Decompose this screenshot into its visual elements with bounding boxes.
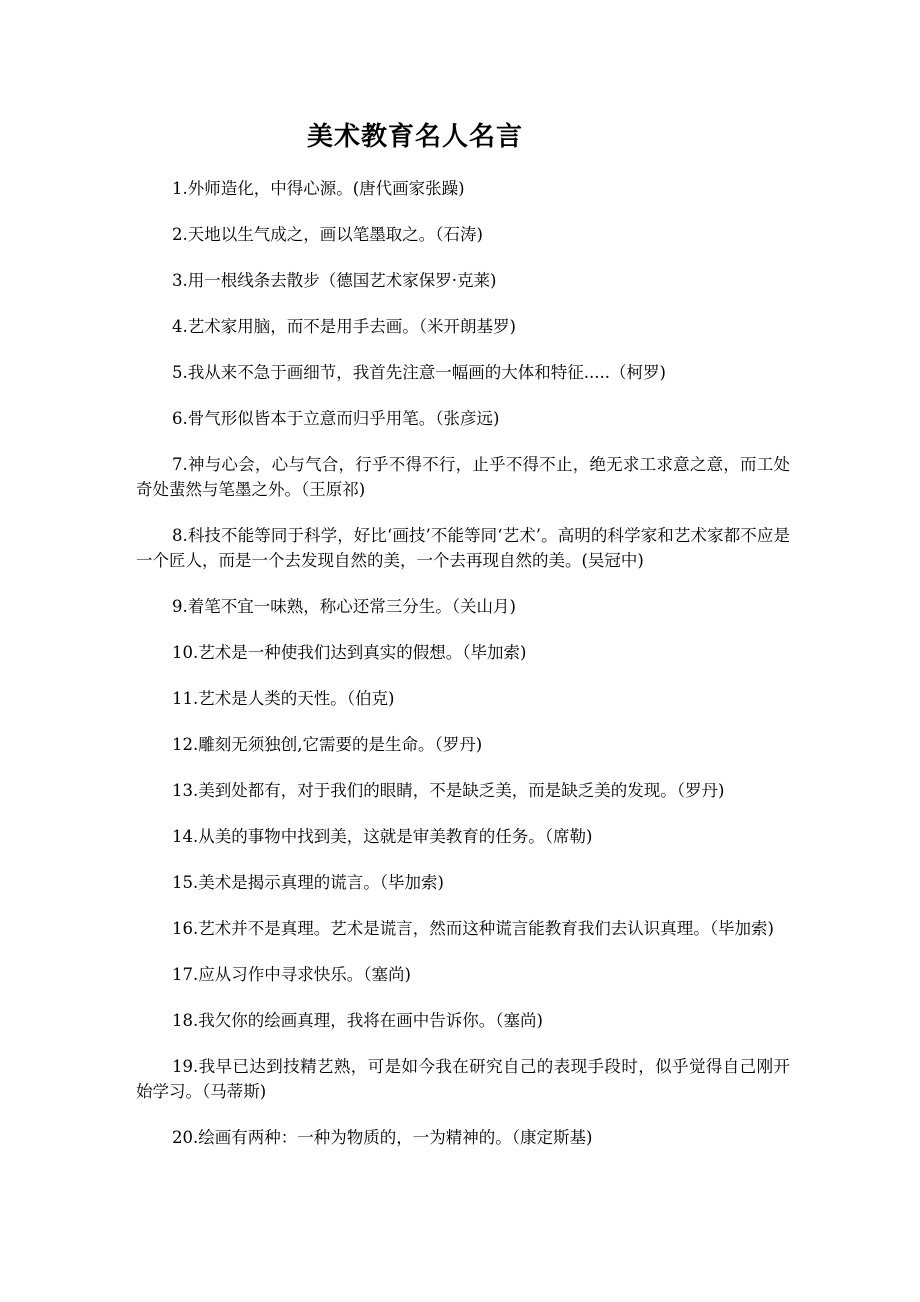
quote-item: 2.天地以生气成之，画以笔墨取之。（石涛) xyxy=(172,225,483,244)
quote-item: 3.用一根线条去散步（德国艺术家保罗·克莱) xyxy=(172,271,497,290)
quote-item: 6.骨气形似皆本于立意而归乎用笔。（张彦远) xyxy=(172,409,500,428)
quote-item: 16.艺术并不是真理。艺术是谎言，然而这种谎言能教育我们去认识真理。（毕加索) xyxy=(172,919,774,938)
quote-item: 7.神与心会，心与气合，行乎不得不行，止乎不得不止，绝无求工求意之意，而工处奇处蜚然与笔墨之外。（王原祁) xyxy=(136,455,790,499)
page-title: 美术教育名人名言 xyxy=(306,122,523,152)
quote-item: 8.科技不能等同于科学，好比‘画技’不能等同‘艺术’。高明的科学家和艺术家都不应是一个匠人，而是一个去发现自然的美，一个去再现自然的美。(吴冠中) xyxy=(136,526,790,570)
quote-item: 18.我欠你的绘画真理，我将在画中告诉你。（塞尚) xyxy=(172,1011,543,1030)
quote-item: 13.美到处都有，对于我们的眼睛，不是缺乏美，而是缺乏美的发现。（罗丹) xyxy=(172,781,725,800)
quote-item: 10.艺术是一种使我们达到真实的假想。（毕加索) xyxy=(172,643,527,662)
quote-item: 5.我从来不急于画细节，我首先注意一幅画的大体和特征.....（柯罗) xyxy=(172,363,666,382)
quote-item: 14.从美的事物中找到美，这就是审美教育的任务。（席勒) xyxy=(172,827,593,846)
quote-item: 20.绘画有两种：一种为物质的，一为精神的。（康定斯基) xyxy=(172,1128,593,1147)
quote-item: 15.美术是揭示真理的谎言。（毕加索) xyxy=(172,873,444,892)
quote-list xyxy=(136,176,790,1171)
quote-item: 9.着笔不宜一味熟，称心还常三分生。（关山月) xyxy=(172,597,516,616)
quote-item: 4.艺术家用脑，而不是用手去画。（米开朗基罗) xyxy=(172,317,516,336)
quote-item: 19.我早已达到技精艺熟，可是如今我在研究自己的表现手段时，似乎觉得自己刚开始学习。（马蒂斯) xyxy=(136,1057,790,1101)
quote-item: 11.艺术是人类的天性。（伯克) xyxy=(172,689,395,708)
quote-item: 17.应从习作中寻求快乐。（塞尚) xyxy=(172,965,411,984)
quote-item: 1.外师造化，中得心源。(唐代画家张躁) xyxy=(172,179,465,198)
quote-item: 12.雕刻无须独创,它需要的是生命。（罗丹) xyxy=(172,735,483,754)
